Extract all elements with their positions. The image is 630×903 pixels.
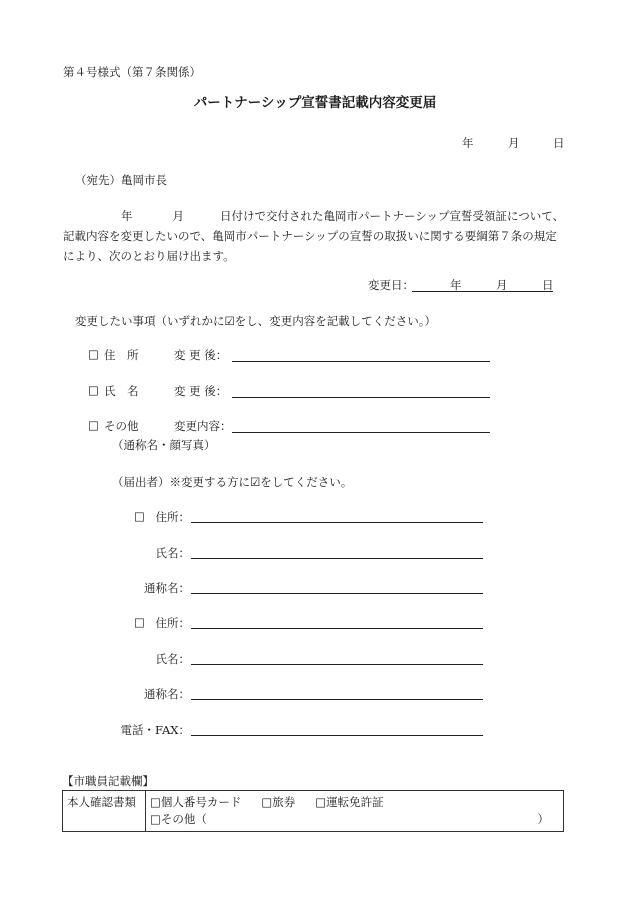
body-month-label: 月 [172,209,184,223]
option-passport[interactable]: □旅券 [261,795,296,809]
office-use-table [62,790,564,832]
submitter-1-address-field[interactable] [191,522,483,523]
body-paragraph [63,206,583,266]
body-line-1-rest: 日付けで交付された亀岡市パートナーシップ宣誓受領証について、 [220,209,565,223]
document-title: パートナーシップ宣誓書記載内容変更届 [193,95,437,111]
option-mynumber-card[interactable]: □個人番号カード [150,795,242,809]
option-drivers-license[interactable]: □運転免許証 [315,795,384,809]
submitter-1-name-label: 氏名： [155,546,190,560]
addressee: （宛先）亀岡市長 [75,173,167,187]
option-other[interactable]: □その他（ [150,812,207,826]
id-options-line [150,794,559,811]
submitter-heading: （届出者）※変更する方に☑をしてください。 [112,475,353,489]
submitter-1-checkbox[interactable]: □ [134,509,145,523]
date-day-label: 日 [553,136,565,150]
name-checkbox[interactable]: □ [88,383,99,397]
address-checkbox[interactable]: □ [88,347,99,361]
body-line-2: 記載内容を変更したいので、亀岡市パートナーシップの宣誓の取扱いに関する要綱第７条の規定 [63,229,557,243]
change-date-field[interactable] [412,291,553,292]
body-line-3: により、次のとおり届け出ます。 [63,249,235,263]
submitter-2-checkbox[interactable]: □ [134,615,145,629]
phone-fax-field[interactable] [191,735,483,736]
other-field[interactable] [232,432,490,433]
body-year-label: 年 [121,209,133,223]
address-field[interactable] [232,361,490,362]
other-note: （通称名・顔写真） [112,438,216,452]
phone-fax-label: 電話・FAX： [120,723,190,737]
id-document-options [146,791,564,832]
submitter-2-name-label: 氏名： [155,652,190,666]
submitter-2-address-label: 住所： [155,616,190,630]
submitter-2-alias-label: 通称名： [144,687,190,701]
name-label: 氏 名 [104,384,139,398]
instruction: 変更したい事項（いずれかに☑をし、変更内容を記載してください。） [75,314,437,328]
change-day-label: 日 [542,278,554,292]
submitter-1-alias-label: 通称名： [144,581,190,595]
change-date-label: 変更日： [368,278,414,292]
body-line-1 [63,206,583,226]
office-id-row [63,791,564,832]
address-label: 住 所 [104,348,139,362]
office-heading: 【市職員記載欄】 [62,774,154,788]
date-year-label: 年 [462,136,474,150]
change-year-label: 年 [450,278,462,292]
submitter-2-name-field[interactable] [191,664,483,665]
date-month-label: 月 [508,136,520,150]
submitter-1-name-field[interactable] [191,558,483,559]
submitter-1-alias-field[interactable] [191,593,483,594]
submitter-1-address-label: 住所： [155,510,190,524]
id-document-label: 本人確認書類 [63,791,146,832]
other-label: その他 [104,419,139,433]
option-other-close: ） [537,812,549,826]
address-field-label: 変 更 後： [174,348,228,362]
other-field-label: 変更内容： [174,419,232,433]
submitter-2-address-field[interactable] [191,628,483,629]
submitter-2-alias-field[interactable] [191,699,483,700]
id-other-line [150,811,559,828]
name-field-label: 変 更 後： [174,384,228,398]
form-number: 第４号様式（第７条関係） [63,65,201,79]
name-field[interactable] [232,397,490,398]
other-checkbox[interactable]: □ [88,418,99,432]
change-month-label: 月 [496,278,508,292]
